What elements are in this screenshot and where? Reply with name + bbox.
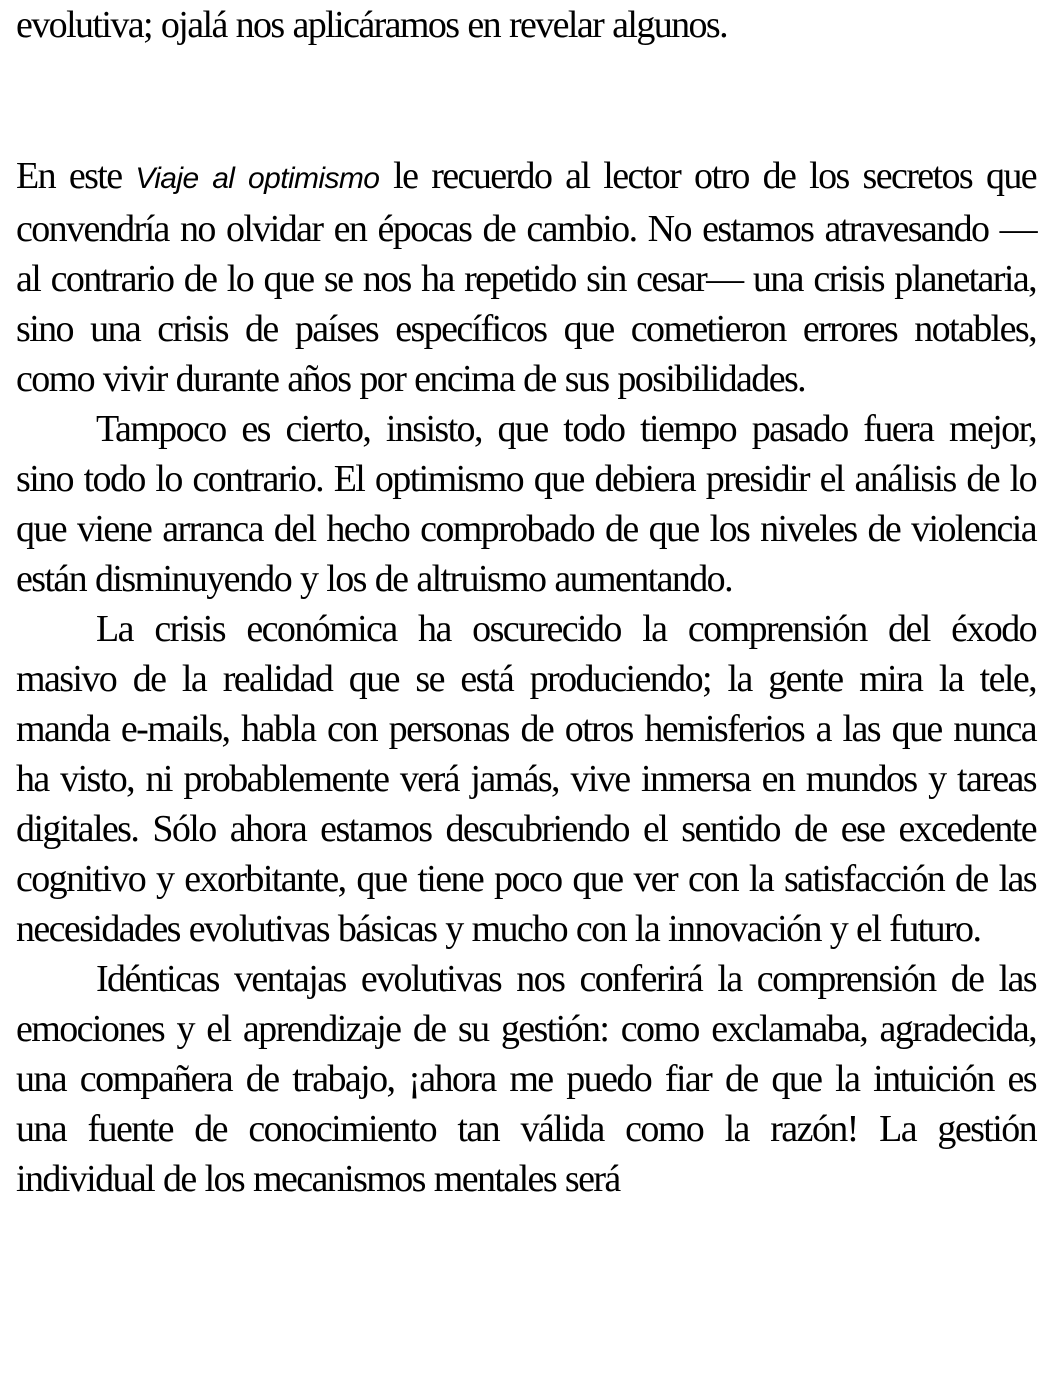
paragraph-2: Tampoco es cierto, insisto, que todo tiempo pasado fuera mejor, sino todo lo contrario. El optimismo que debiera presidir el análisis de lo que viene arranca del hecho comprobado de que los niveles de violencia están disminuyendo y los de altruismo aumentando. (16, 408, 1036, 600)
paragraph-1-lead: En este (16, 155, 136, 197)
page-body (16, 0, 1036, 1204)
book-title: Viaje al optimismo (135, 162, 380, 195)
paragraph-4: Idénticas ventajas evolutivas nos conferirá la comprensión de las emociones y el aprendizaje de su gestión: como exclamaba, agradecida, una compañera de trabajo, ¡ahora me puedo fiar de que la intuición es una fuente de conocimiento tan válida como la razón! La gestión individual de los mecanismos mentales será (16, 958, 1036, 1200)
paragraph-1 (16, 151, 1036, 404)
paragraph-3: La crisis económica ha oscurecido la comprensión del éxodo masivo de la realidad que se está produciendo; la gente mira la tele, manda e-mails, habla con personas de otros hemisferios a las que nunca ha visto, ni probablemente verá jamás, vive inmersa en mundos y tareas digitales. Sólo ahora estamos descubriendo el sentido de ese excedente cognitivo y exorbitante, que tiene poco que ver con la satisfacción de las necesidades evolutivas básicas y mucho con la innovación y el futuro. (16, 608, 1036, 950)
paragraph-1-rest: le recuerdo al lector otro de los secretos que convendría no olvidar en épocas de cambio. No estamos atravesando —al contrario de lo que se nos ha repetido sin cesar— una crisis planetaria, sino una crisis de países específicos que cometieron errores notables, como vivir durante años por encima de sus posibilidades. (16, 155, 1037, 400)
paragraph-spacer (16, 50, 1036, 151)
continuation-paragraph: evolutiva; ojalá nos aplicáramos en revelar algunos. (16, 4, 728, 46)
